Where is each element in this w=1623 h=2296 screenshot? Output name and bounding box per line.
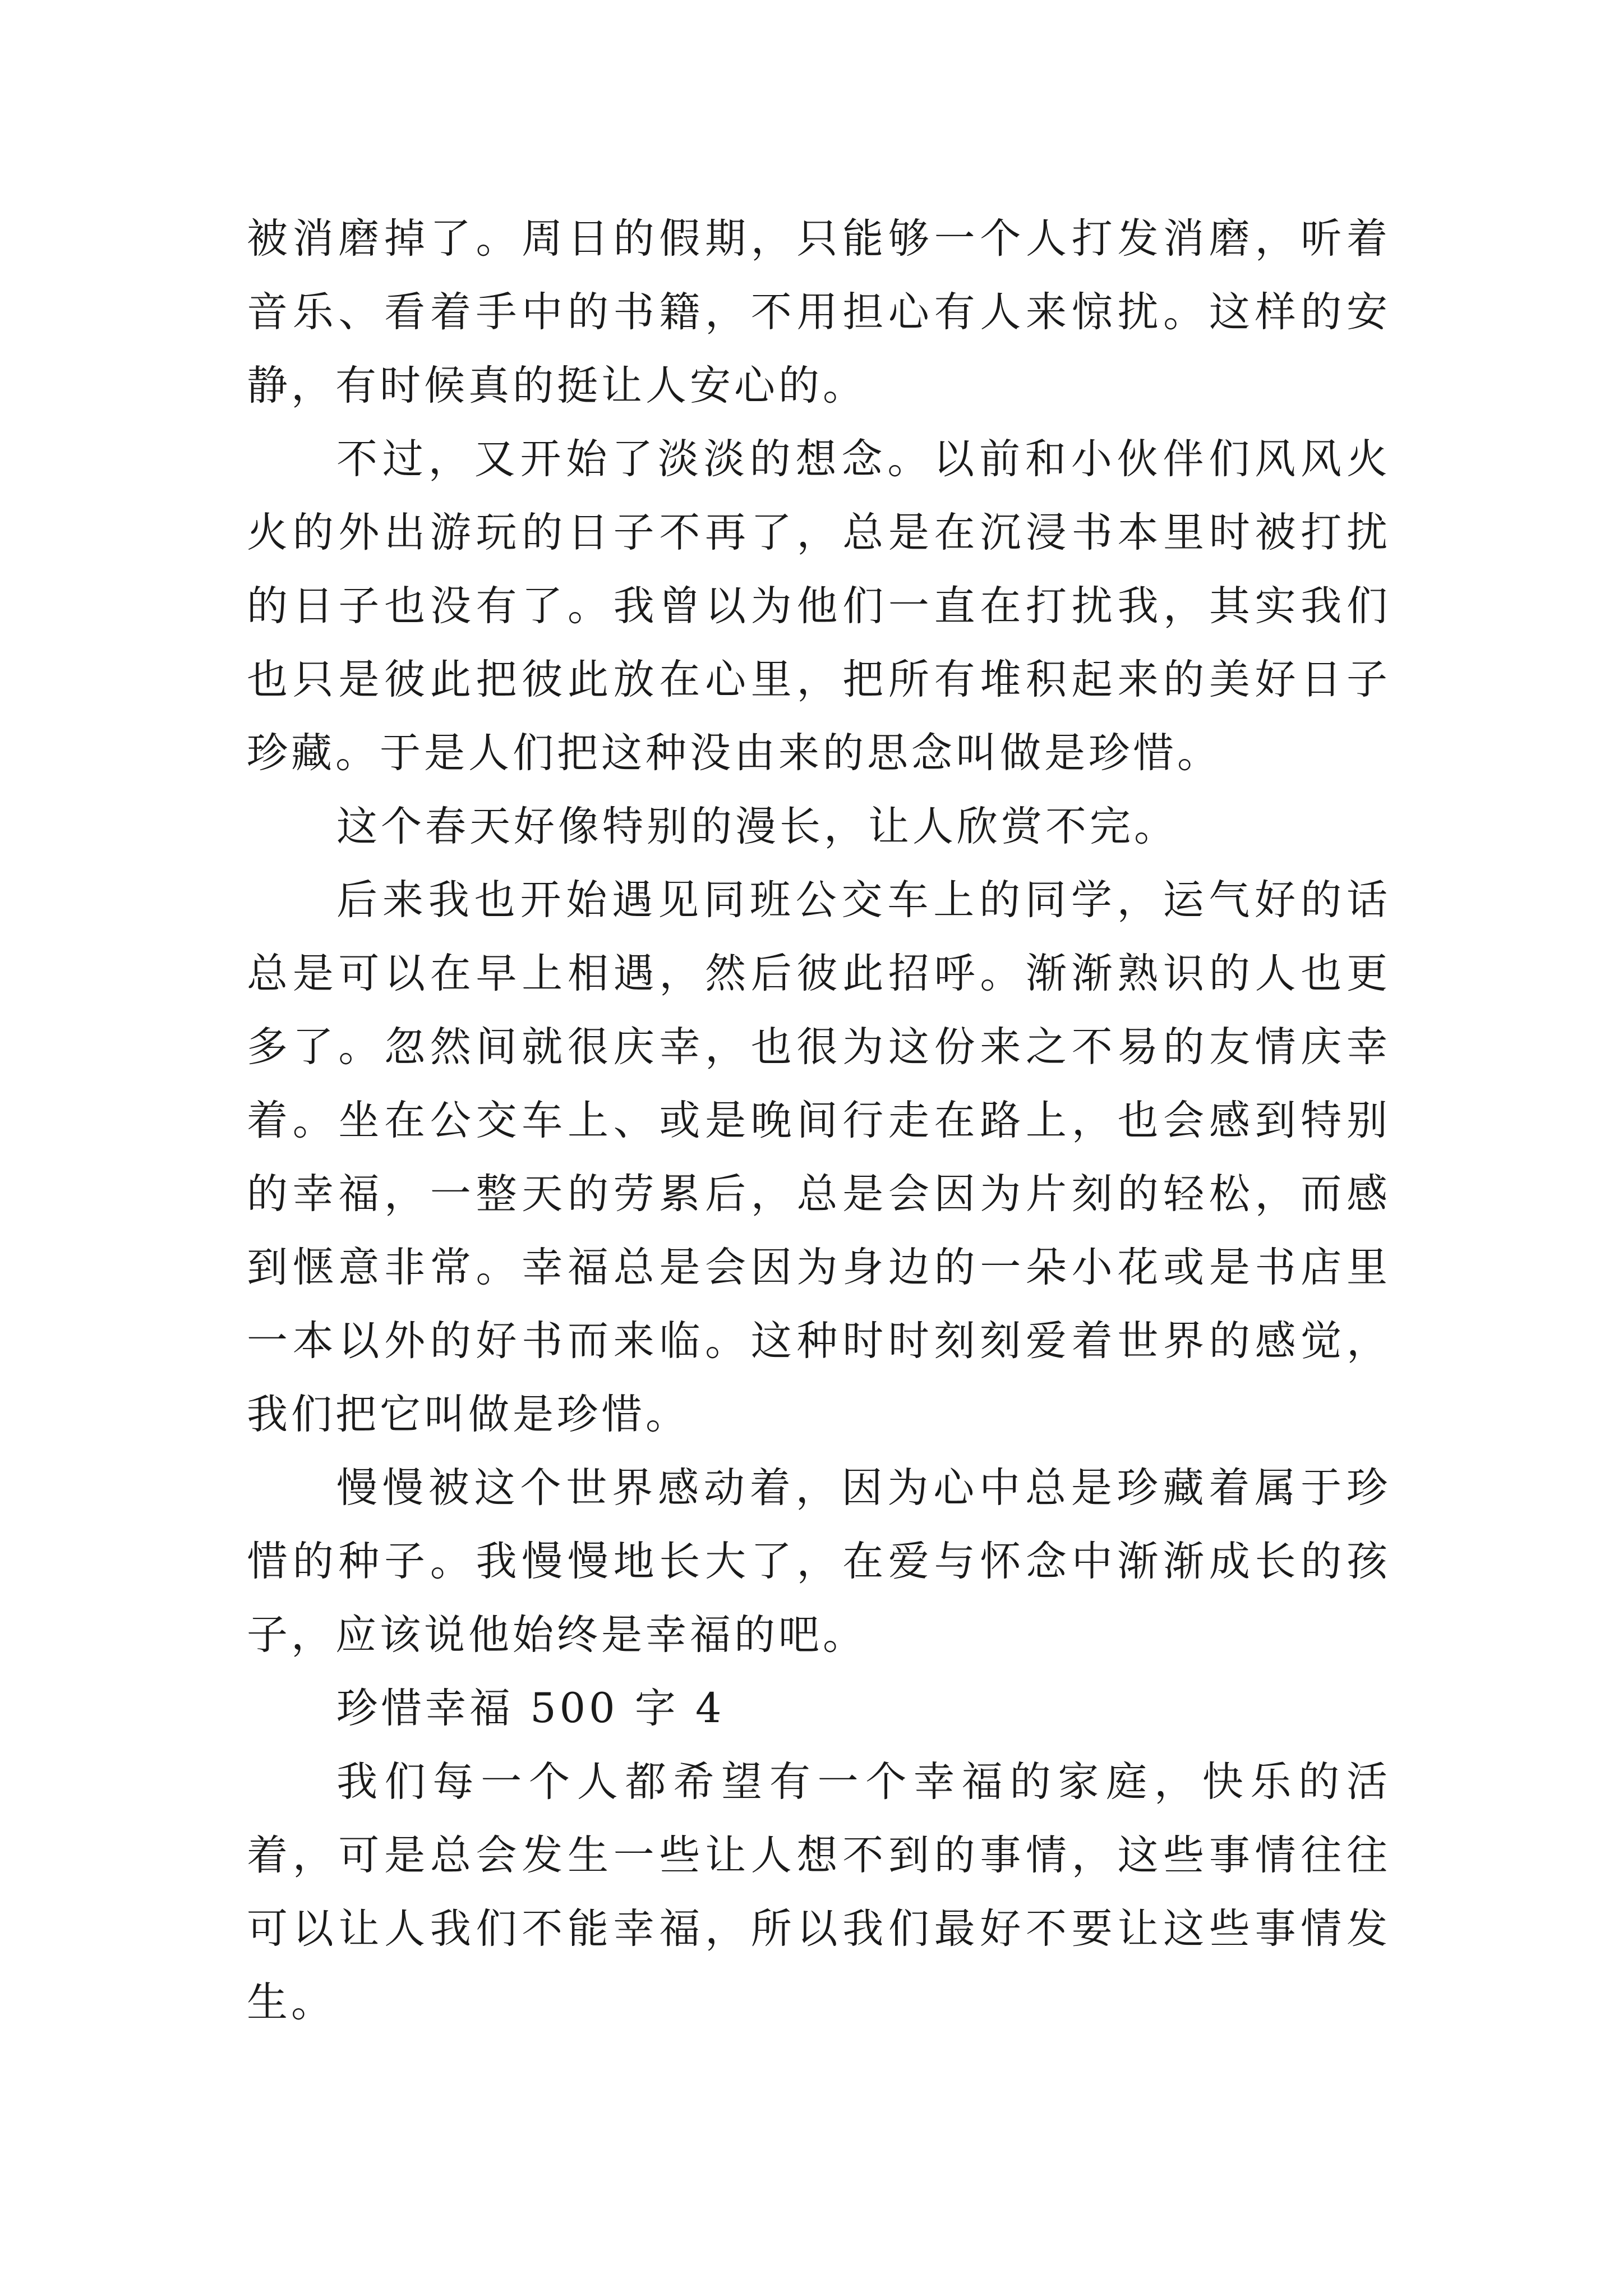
paragraph: 后来我也开始遇见同班公交车上的同学，运气好的话总是可以在早上相遇，然后彼此招呼。渐渐熟识的人也更多了。忽然间就很庆幸，也很为这份来之不易的友情庆幸着。坐在公交车上、或是晚间行走在路上，也会感到特别的幸福，一整天的劳累后，总是会因为片刻的轻松，而感到惬意非常。幸福总是会因为身边的一朵小花或是书店里一本以外的好书而来临。这种时时刻刻爱着世界的感觉，我们把它叫做是珍惜。	[247, 876, 1391, 1438]
paragraph: 慢慢被这个世界感动着，因为心中总是珍藏着属于珍惜的种子。我慢慢地长大了，在爱与怀念中渐渐成长的孩子，应该说他始终是幸福的吧。	[247, 1464, 1391, 1659]
paragraph-continuation: 被消磨掉了。周日的假期，只能够一个人打发消磨，听着音乐、看着手中的书籍，不用担心有人来惊扰。这样的安静，有时候真的挺让人安心的。	[247, 215, 1391, 409]
section-heading: 珍惜幸福 500 字 4	[336, 1685, 725, 1732]
paragraph: 不过，又开始了淡淡的想念。以前和小伙伴们风风火火的外出游玩的日子不再了，总是在沉浸书本里时被打扰的日子也没有了。我曾以为他们一直在打扰我，其实我们也只是彼此把彼此放在心里，把所有堆积起来的美好日子珍藏。于是人们把这种没由来的思念叫做是珍惜。	[247, 435, 1391, 777]
document-body	[247, 202, 1391, 2039]
paragraph: 这个春天好像特别的漫长，让人欣赏不完。	[336, 803, 1178, 850]
paragraph: 我们每一个人都希望有一个幸福的家庭，快乐的活着，可是总会发生一些让人想不到的事情，这些事情往往可以让人我们不能幸福，所以我们最好不要让这些事情发生。	[247, 1758, 1391, 2026]
